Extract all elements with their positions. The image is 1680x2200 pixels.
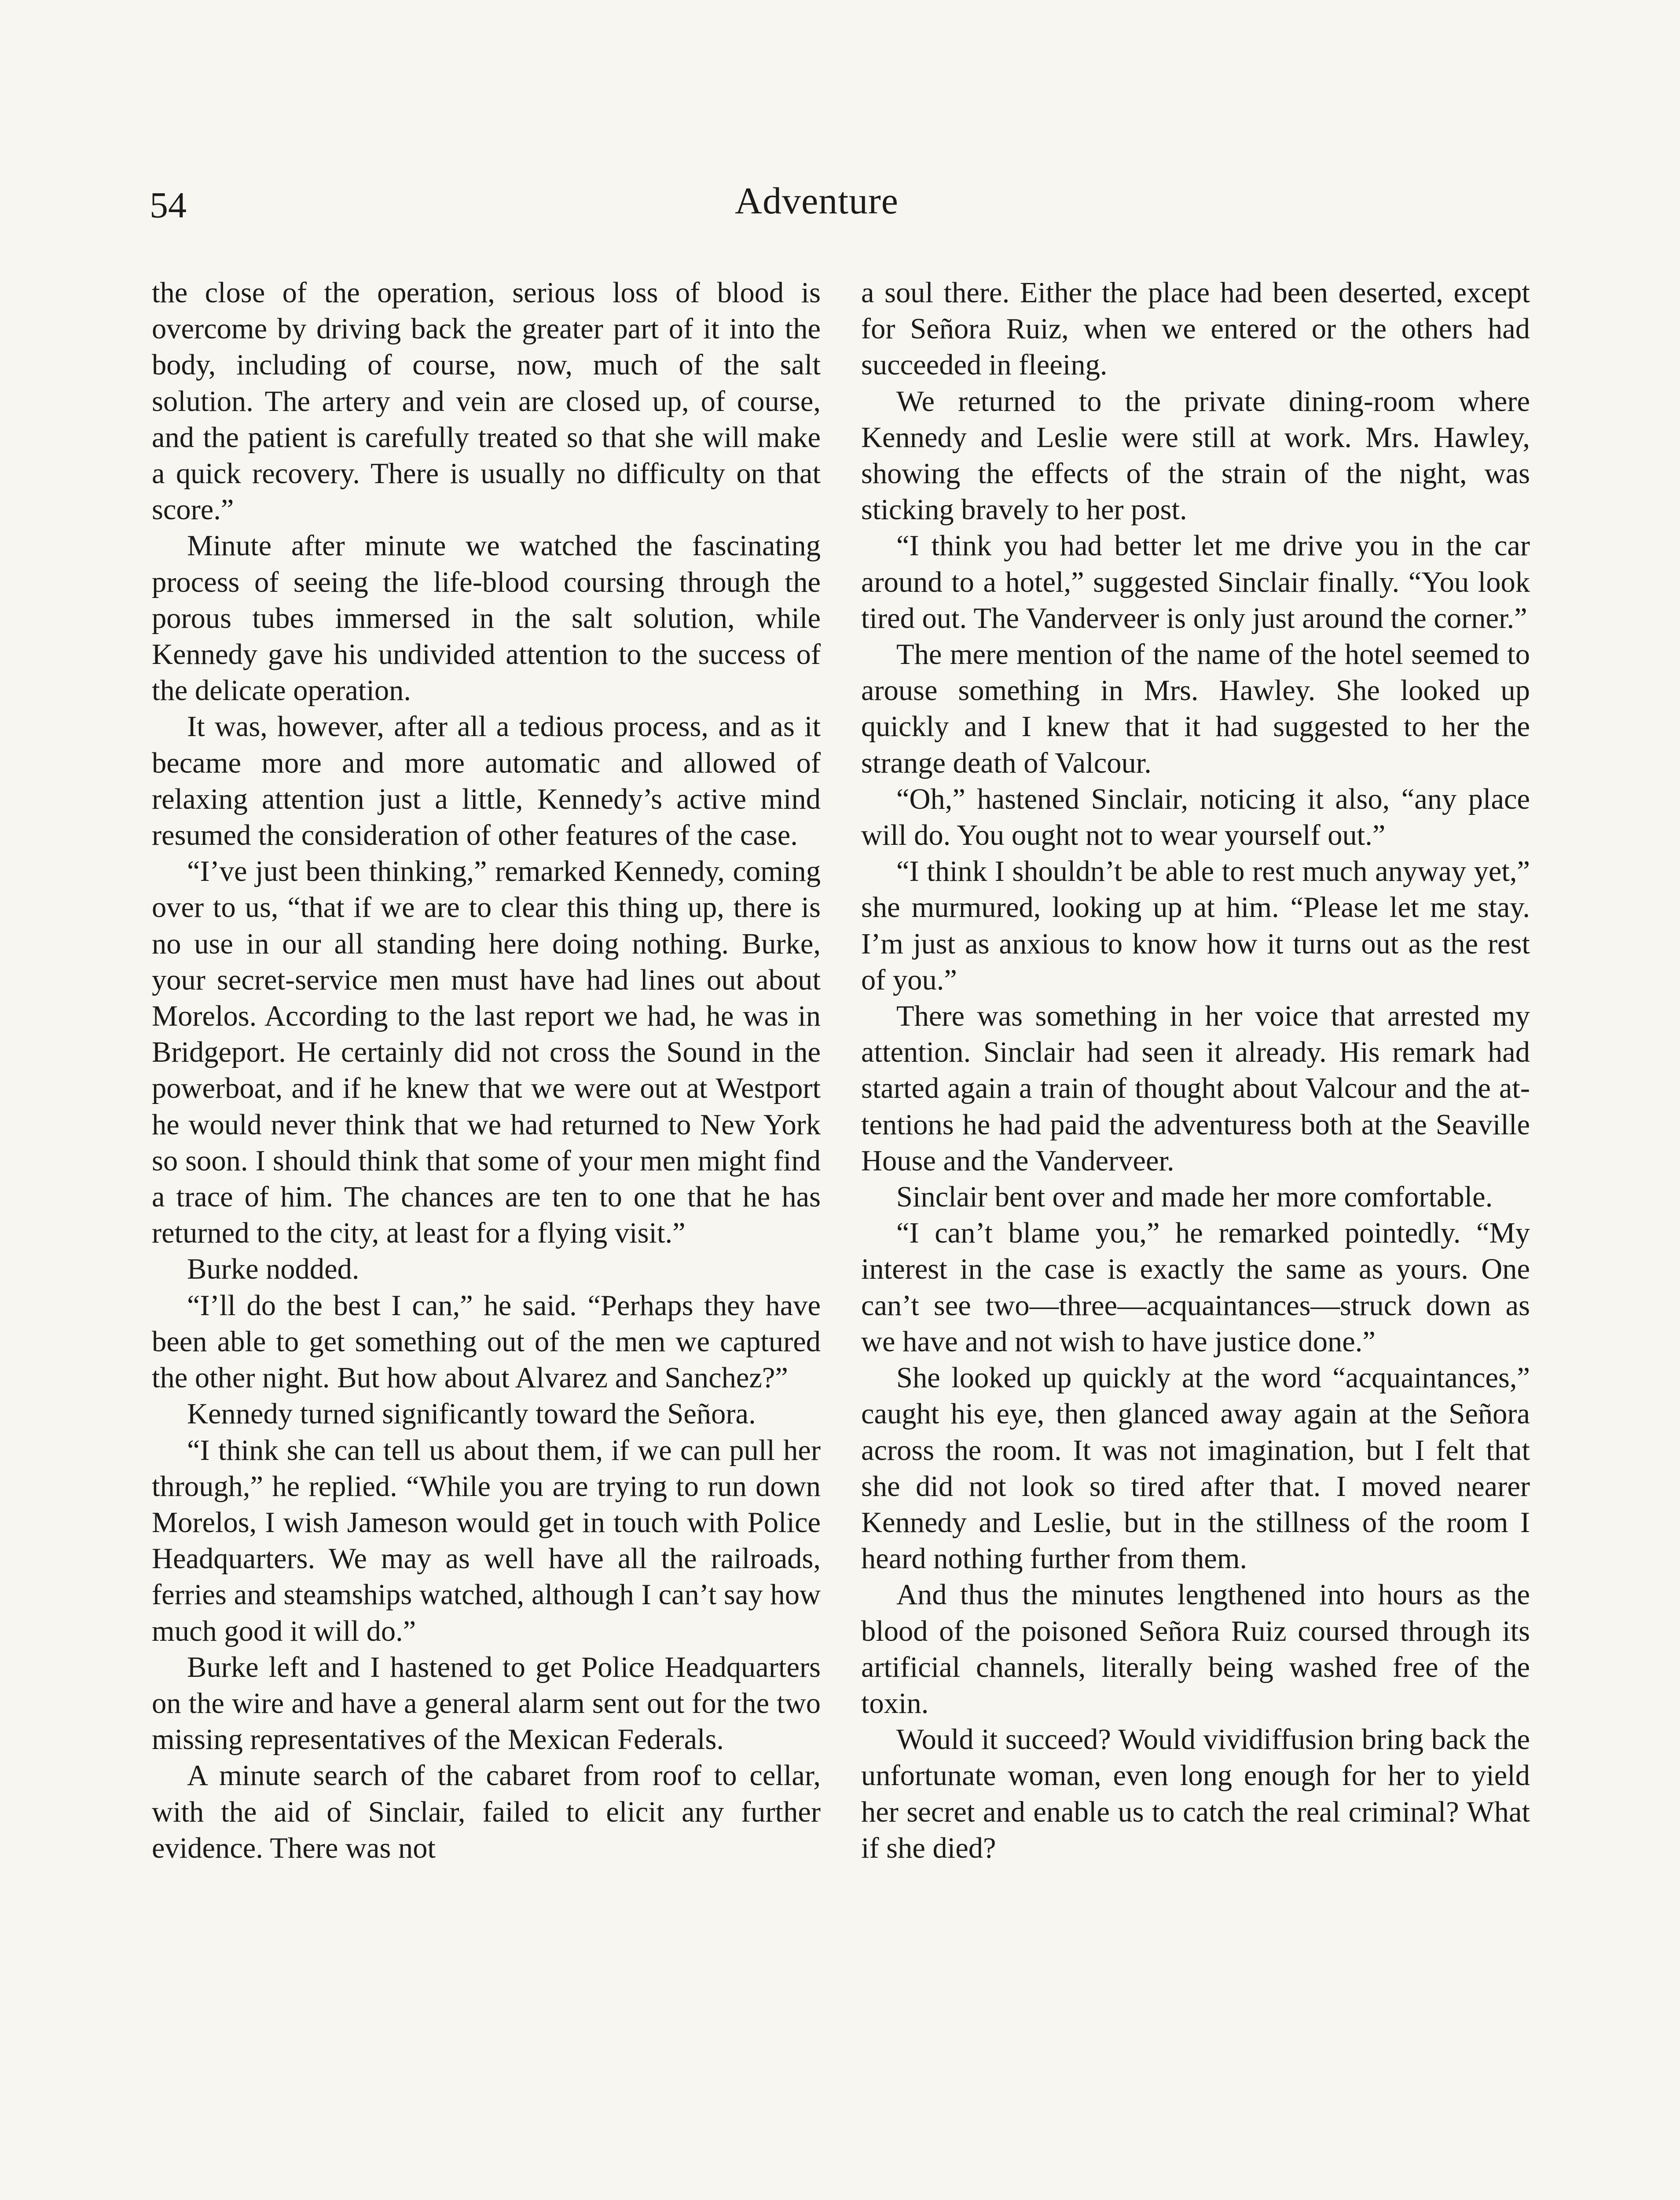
paragraph: She looked up quickly at the word “acquaintances,” caught his eye, then glanced away again at the Señora across the room. It was not imagination, but I felt that she did not look so tired after that. I moved nearer Kennedy and Leslie, but in the stillness of the room I heard nothing further from them. — [861, 1362, 1530, 1575]
running-title: Adventure — [735, 180, 899, 222]
paragraph: And thus the minutes lengthened into hours as the blood of the poisoned Señora Ruiz coursed through its artificial channels, literally being washed free of the toxin. — [861, 1579, 1530, 1720]
paragraph: The mere mention of the name of the hotel seemed to arouse something in Mrs. Hawley. She looked up quickly and I knew that it had suggested to her the strange death of Valcour. — [861, 638, 1530, 779]
paragraph: a soul there. Either the place had been deserted, except for Señora Ruiz, when we entered or the others had succeeded in fleeing. — [861, 277, 1530, 381]
paragraph: “I think she can tell us about them, if we can pull her through,” he replied. “While you are trying to run down Morelos, I wish Jameson would get in touch with Police Headquarters. We may as well have all the railroads, ferries and steamships watched, although I can’t say how much good it will do.” — [152, 1434, 821, 1647]
paragraph: Sinclair bent over and made her more comfortable. — [896, 1181, 1493, 1214]
paragraph: Burke left and I hastened to get Police Headquarters on the wire and have a general alarm sent out for the two missing representatives of the Mexican Federals. — [152, 1651, 821, 1756]
paragraph: “Oh,” hastened Sinclair, noticing it also, “any place will do. You ought not to wear yourself out.” — [861, 783, 1530, 852]
paragraph: Kennedy turned significantly toward the Señora. — [187, 1398, 756, 1430]
paragraph: “I think I shouldn’t be able to rest much anyway yet,” she murmured, looking up at him. “Please let me stay. I’m just as anxious to know how it turns out as the rest of you.” — [861, 855, 1530, 996]
paragraph: It was, however, after all a tedious process, and as it became more and more automatic and allowed of relaxing attention just a little, Kennedy’s active mind resumed the consideration of other features of the case. — [152, 711, 821, 852]
left-column — [152, 275, 821, 1866]
paragraph: Minute after minute we watched the fascinating process of seeing the life-blood coursing through the porous tubes immersed in the salt solution, while Kennedy gave his undivided attention to the success of the delicate operation. — [152, 530, 821, 707]
page-number: 54 — [150, 185, 187, 226]
paragraph: “I can’t blame you,” he remarked pointedly. “My interest in the case is exactly the same as yours. One can’t see two—three—acquaintances—struck down as we have and not wish to have justice done.” — [861, 1217, 1530, 1358]
paragraph: “I’ve just been thinking,” remarked Kennedy, coming over to us, “that if we are to clear this thing up, there is no use in our all standing here doing nothing. Burke, your secret-service men must have had lines out about Morelos. According to the last report we had, he was in Bridgeport. He certainly did not cross the Sound in the powerboat, and if he knew that we were out at Westport he would never think that we had returned to New York so soon. I should think that some of your men might find a trace of him. The chances are ten to one that he has returned to the city, at least for a flying visit.” — [152, 855, 821, 1250]
paragraph: “I’ll do the best I can,” he said. “Perhaps they have been able to get something out of the men we captured the other night. But how about Alvarez and Sanchez?” — [152, 1289, 821, 1394]
paragraph: Burke nodded. — [187, 1253, 359, 1286]
paragraph: There was something in her voice that arrested my attention. Sinclair had seen it already. His remark had started again a train of thought about Valcour and the attentions he had paid the adventuress both at the Seaville House and the Vanderveer. — [861, 1000, 1530, 1177]
paragraph: A minute search of the cabaret from roof to cellar, with the aid of Sinclair, failed to elicit any further evidence. There was not — [152, 1760, 821, 1864]
right-column — [861, 275, 1530, 1866]
page-header — [145, 174, 1531, 249]
paragraph: We returned to the private dining-room where Kennedy and Leslie were still at work. Mrs. Hawley, showing the effects of the strain of the night, was sticking bravely to her post. — [861, 385, 1530, 526]
paragraph: Would it succeed? Would vividiffusion bring back the unfortunate woman, even long enough for her to yield her secret and enable us to catch the real criminal? What if she died? — [861, 1723, 1530, 1864]
paragraph: the close of the operation, serious loss of blood is overcome by driving back the greater part of it into the body, including of course, now, much of the salt solution. The artery and vein are closed up, of course, and the patient is carefully treated so that she will make a quick recovery. There is usually no difficulty on that score.” — [152, 277, 821, 526]
paragraph: “I think you had better let me drive you in the car around to a hotel,” suggested Sinclair finally. “You look tired out. The Vanderveer is only just around the corner.” — [861, 530, 1530, 634]
